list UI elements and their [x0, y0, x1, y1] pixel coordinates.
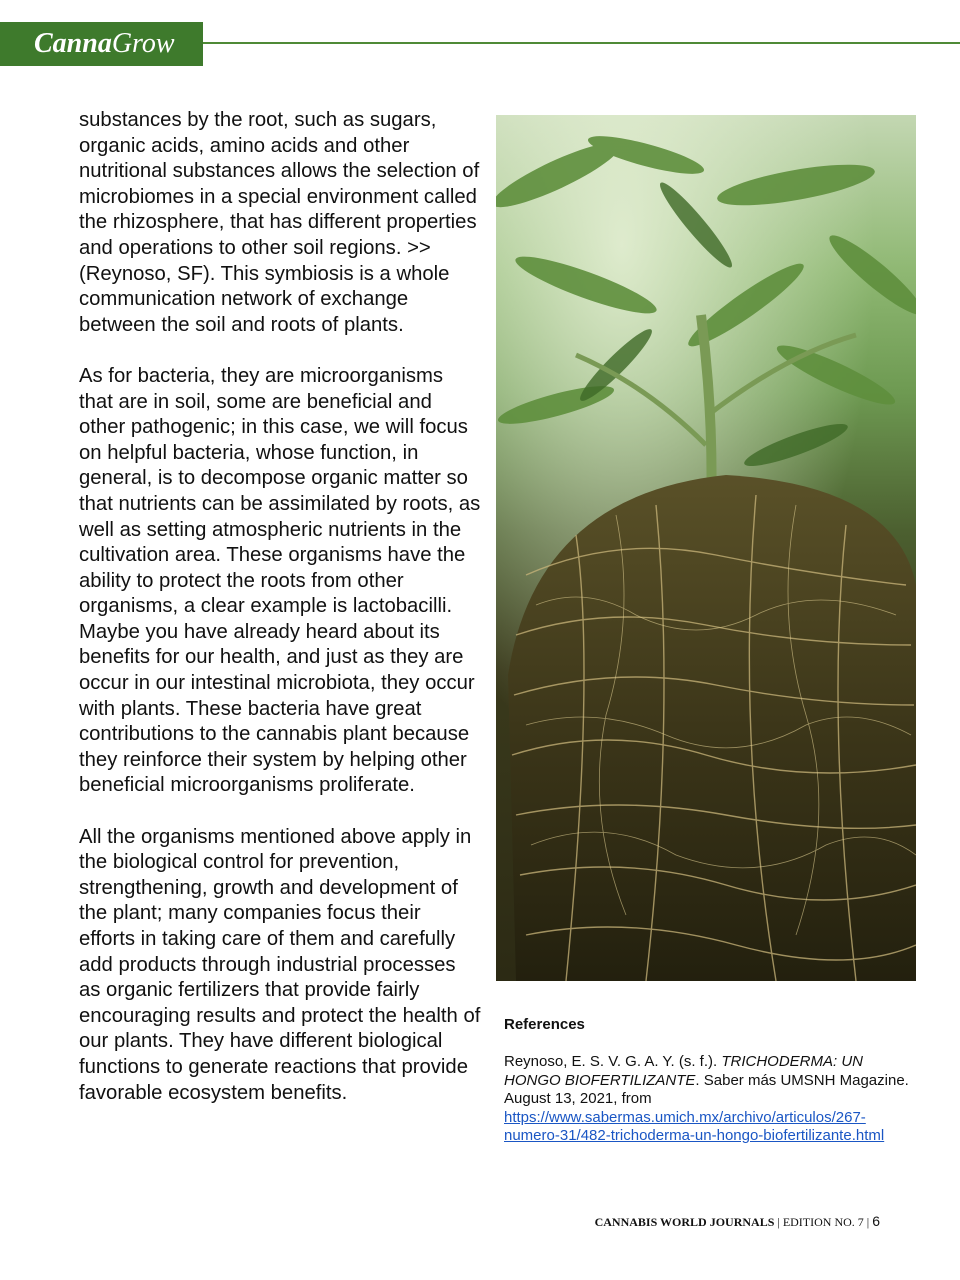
reference-authors: Reynoso, E. S. V. G. A. Y. (s. f.).	[504, 1053, 722, 1070]
article-paragraph-2: As for bacteria, they are microorganisms that are in soil, some are beneficial and other pathogenic; in this case, we will focus on helpful bacteria, whose function, in general, is to decompose organic matter so that nutrients can be assimilated by roots, as well as setting atmospheric nutrients in the cultivation area. These organisms have the ability to protect the roots from other organisms, a clear example is lactobacilli. Maybe you have already heard about its benefits for our health, and just as they are occur in our intestinal microbiota, they occur with plants. These bacteria have great contributions to the cannabis plant because they reinforce their system by helping other beneficial microorganisms proliferate.	[79, 364, 481, 797]
footer-divider: |	[777, 1215, 780, 1229]
reference-source: . Saber más UMSNH Magazine. August 13, 2021, from	[504, 1071, 909, 1107]
references-title: References	[504, 1016, 585, 1033]
article-body	[79, 108, 481, 1132]
reference-title: TRICHODERMA: UN HONGO BIOFERTILIZANTE	[504, 1053, 863, 1089]
footer-journal: CANNABIS WORLD JOURNALS	[594, 1215, 775, 1229]
brand-logo	[0, 22, 203, 66]
brand-name-bold: Canna	[34, 28, 112, 59]
photo-illustration	[496, 115, 916, 981]
footer-divider-2: |	[866, 1215, 870, 1229]
page-footer	[595, 1213, 880, 1230]
reference-entry	[504, 1053, 909, 1146]
reference-link[interactable]: https://www.sabermas.umich.mx/archivo/articulos/267-numero-31/482-trichoderma-un-hongo-biofertilizante.html	[504, 1108, 885, 1144]
page-number: 6	[872, 1213, 880, 1229]
header-rule	[203, 42, 960, 44]
references-section	[504, 1016, 909, 1146]
brand-name-light: Grow	[111, 28, 175, 59]
footer-edition: EDITION NO. 7	[782, 1215, 864, 1229]
article-paragraph-1: substances by the root, such as sugars, organic acids, amino acids and other nutritional substances allows the selection of microbiomes in a special environment called the rhizosphere, that has different properties and operations to other soil regions. >> (Reynoso, SF). This symbiosis is a whole communication network of exchange between the soil and roots of plants.	[79, 109, 480, 336]
cannabis-root-photo	[496, 115, 916, 981]
article-paragraph-3: All the organisms mentioned above apply in the biological control for prevention, strengthening, growth and development of the plant; many companies focus their efforts in taking care of them and carefully add products through industrial processes as organic fertilizers that provide fairly encouraging results and protect the health of our plants. They have different biological functions to generate reactions that provide favorable ecosystem benefits.	[79, 825, 481, 1104]
